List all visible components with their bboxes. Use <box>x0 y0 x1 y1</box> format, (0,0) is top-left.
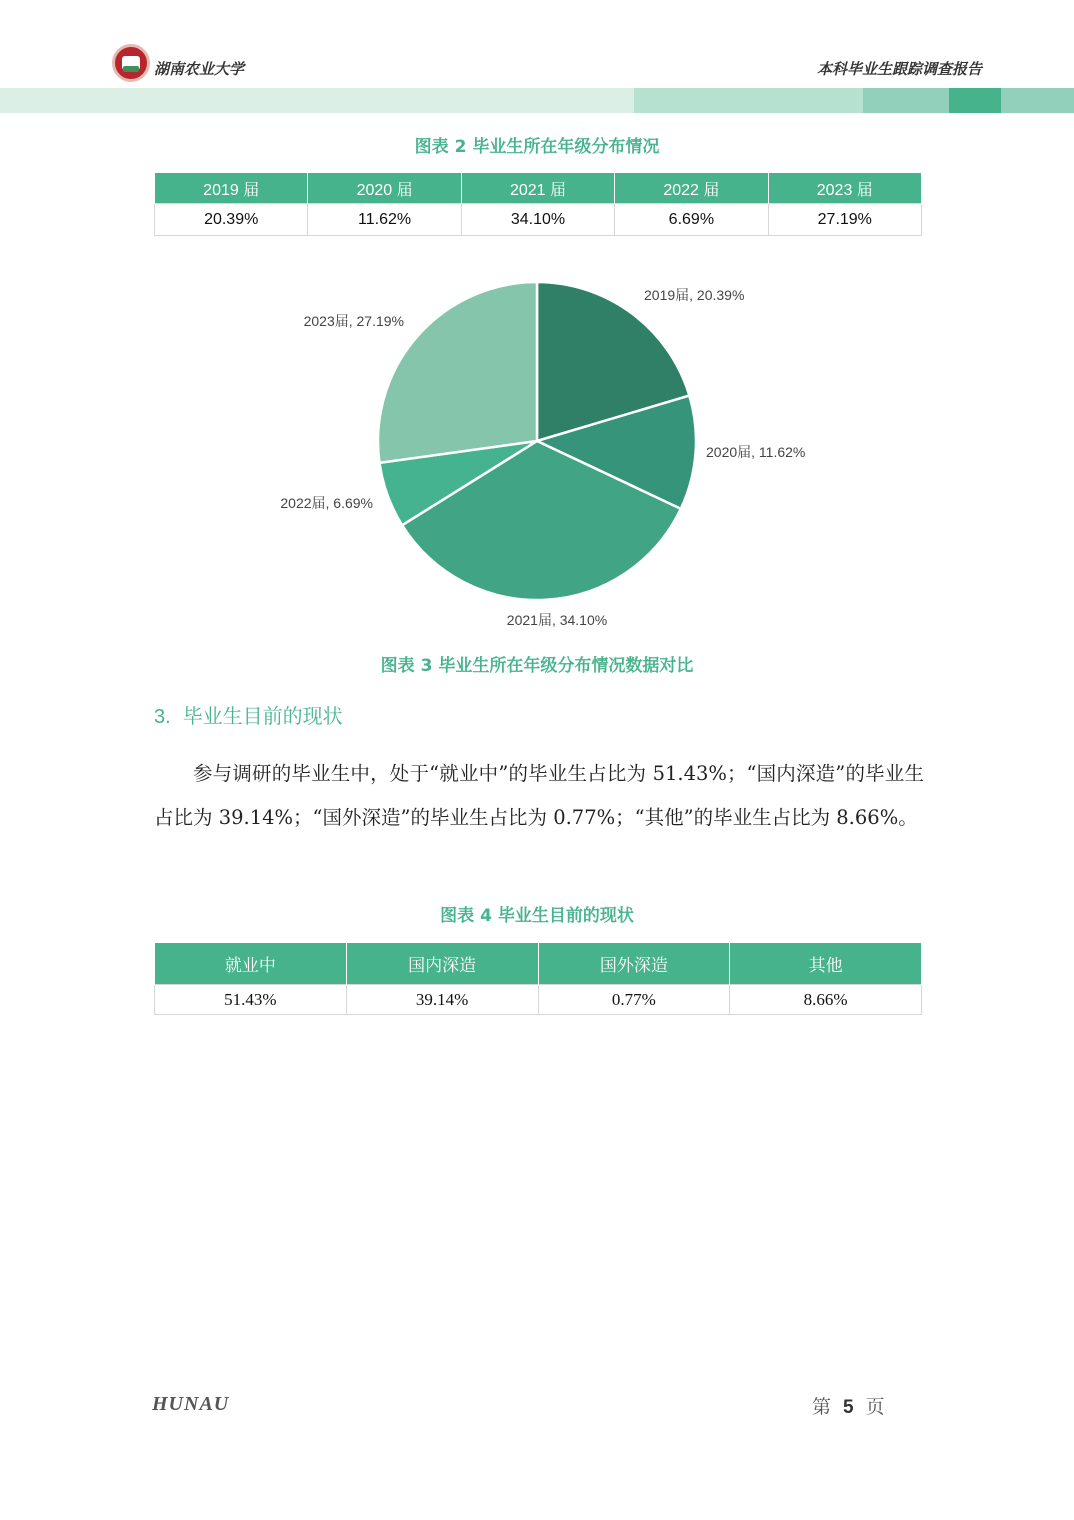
pie-slice <box>378 282 537 463</box>
report-title: 本科毕业生跟踪调查报告 <box>816 60 982 78</box>
table-cell: 6.69% <box>615 204 768 236</box>
grade-distribution-pie-chart <box>0 260 1074 640</box>
page-number-value: 5 <box>843 1397 854 1418</box>
figure2-caption: 图表 2 毕业生所在年级分布情况 <box>414 137 660 157</box>
university-seal-logo <box>112 44 150 82</box>
section-paragraph: 参与调研的毕业生中，处于“就业中”的毕业生占比为 51.43%；“国内深造”的毕业生占比为 39.14%；“国外深造”的毕业生占比为 0.77%；“其他”的毕业生占比为 8.66%。 <box>154 762 924 829</box>
table-header-cell: 其他 <box>730 943 922 985</box>
footer-logo-text: HUNAU <box>152 1393 230 1415</box>
table-cell: 27.19% <box>768 204 921 236</box>
table-cell: 34.10% <box>461 204 614 236</box>
pie-slice-label: 2022届, 6.69% <box>280 495 373 511</box>
pie-slice-label: 2020届, 11.62% <box>706 444 806 460</box>
pie-slice-label: 2023届, 27.19% <box>303 313 404 329</box>
table-cell: 39.14% <box>346 985 538 1015</box>
header-band-1 <box>0 88 634 113</box>
grade-distribution-table <box>154 172 922 236</box>
section-title: 毕业生目前的现状 <box>182 704 343 728</box>
table-header-cell: 国外深造 <box>538 943 730 985</box>
page-suffix: 页 <box>865 1396 885 1418</box>
table-header-cell: 2020 届 <box>308 173 461 204</box>
section-number: 3. <box>154 706 171 728</box>
pie-slice-label: 2021届, 34.10% <box>506 612 608 628</box>
table-header-cell: 国内深造 <box>346 943 538 985</box>
table-cell: 0.77% <box>538 985 730 1015</box>
page-prefix: 第 <box>812 1396 832 1418</box>
current-status-table <box>154 942 922 1015</box>
table-header-cell: 2022 届 <box>615 173 768 204</box>
table-header-cell: 2023 届 <box>768 173 921 204</box>
table-header-cell: 2019 届 <box>155 173 308 204</box>
table-cell: 11.62% <box>308 204 461 236</box>
table-header-cell: 2021 届 <box>461 173 614 204</box>
figure4-caption: 图表 4 毕业生目前的现状 <box>440 906 634 926</box>
header-band-2 <box>634 88 863 113</box>
table-header-cell: 就业中 <box>155 943 347 985</box>
header-band-3 <box>863 88 949 113</box>
figure3-caption: 图表 3 毕业生所在年级分布情况数据对比 <box>380 656 694 676</box>
header-band-4 <box>949 88 1001 113</box>
page-number <box>812 1392 885 1419</box>
table-cell: 20.39% <box>155 204 308 236</box>
section-heading <box>154 700 343 729</box>
pie-slice-label: 2019届, 20.39% <box>644 287 745 303</box>
table-cell: 51.43% <box>155 985 347 1015</box>
university-name: 湖南农业大学 <box>154 60 245 78</box>
header-band-5 <box>1001 88 1074 113</box>
table-cell: 8.66% <box>730 985 922 1015</box>
